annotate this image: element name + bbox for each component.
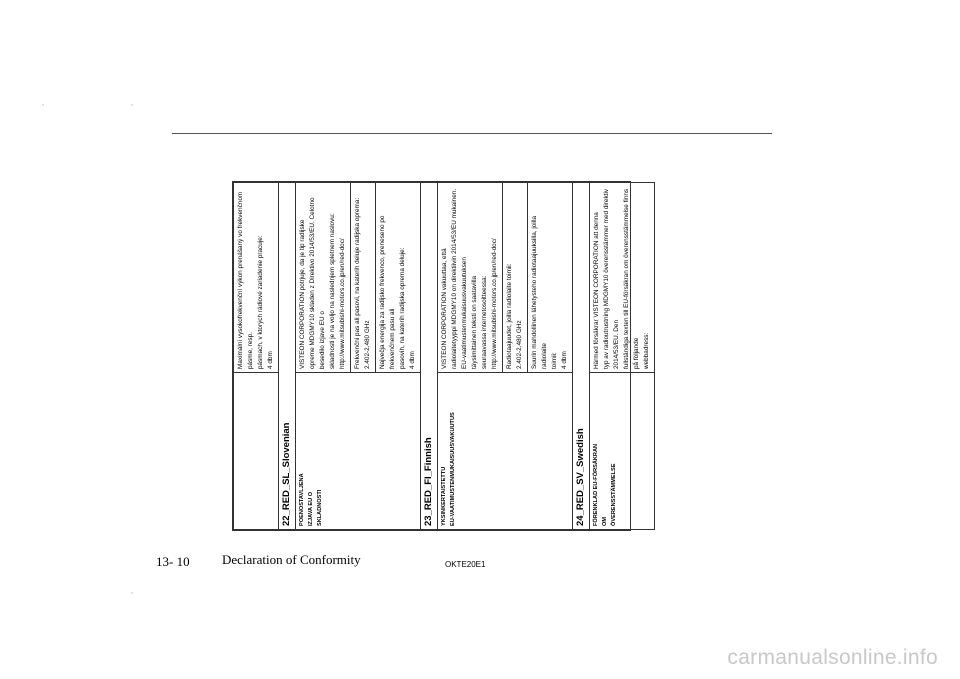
table-row bbox=[296, 183, 351, 530]
text-line: 4 dbm bbox=[267, 351, 274, 369]
table-row bbox=[438, 183, 503, 530]
section-heading-sl: 22_RED_SL_Slovenian bbox=[279, 183, 296, 530]
text-cell bbox=[351, 183, 376, 373]
document-code: OKTE20E1 bbox=[445, 560, 486, 569]
text-cell bbox=[528, 183, 573, 373]
table-row bbox=[279, 183, 296, 530]
label-cell-fi: YKSINKERTAISTETTU EU-VAATIMUSTENMUKAISUUSVAKUUTUS bbox=[438, 373, 573, 530]
section-heading-sv: 24_RED_SV_Swedish bbox=[573, 183, 590, 530]
text-line: fullständiga texten till EU-försäkran om överensstämmelse finns bbox=[623, 188, 630, 369]
text-line: webbadress: bbox=[643, 332, 650, 369]
cz-continued-cell bbox=[234, 183, 279, 373]
section-title: Declaration of Conformity bbox=[222, 552, 361, 567]
text-line: skladnosti je na voljo na naslednjem spletnem naslovu: bbox=[329, 213, 336, 369]
table-row bbox=[573, 183, 590, 530]
text-line: pasovih, na katerih radijska oprema deluje: bbox=[399, 247, 406, 369]
text-cell bbox=[376, 183, 421, 373]
text-line: Radiotaajuudet, joilla radiolaite toimii: bbox=[506, 263, 513, 369]
text-line: Maximální vysokofrekvenční výkon prenášaný vo frekvenčnom bbox=[237, 191, 244, 369]
text-line: pásmach, v ktorých rádiové zariadenie pracuje: bbox=[257, 235, 264, 369]
text-line: frekvenčnem pasu ali bbox=[389, 308, 396, 369]
conformity-table bbox=[232, 181, 650, 531]
text-line: 4 dbm bbox=[561, 351, 568, 369]
table-row bbox=[421, 183, 438, 530]
text-cell bbox=[296, 183, 351, 373]
text-line: pásme, resp. bbox=[247, 332, 254, 369]
text-line: Frekvenčni pas ali pasovi, na katerih deluje radijska oprema: bbox=[354, 197, 361, 369]
text-line: besedilo izjave EU o bbox=[319, 311, 326, 369]
text-line: VISTEON CORPORATION vakuuttaa, että bbox=[441, 248, 448, 369]
top-rule bbox=[172, 133, 772, 134]
watermark-logo: carmanualsonline.info bbox=[727, 646, 938, 669]
text-line: täysimittainen teksti on saatavilla bbox=[471, 275, 478, 369]
text-line: http://www.mitsubishi-motors.co.jp/en/red-doc/ bbox=[491, 238, 498, 369]
text-line: opreme MDGMY10 skladen z Direktivo 2014/53/EU. Celotno bbox=[309, 197, 316, 369]
text-line: EU-vaatimustenmukaisuusvakuutuksen bbox=[461, 257, 468, 369]
empty-cell bbox=[234, 373, 279, 530]
text-line: 2.402-2.480 GHz bbox=[516, 320, 523, 369]
scan-dot bbox=[131, 592, 133, 594]
text-cell bbox=[438, 183, 503, 373]
scan-dot bbox=[131, 104, 133, 106]
table-row bbox=[234, 183, 279, 530]
text-line: VISTEON CORPORATION potrjuje, da je tip radijske bbox=[299, 219, 306, 369]
text-cell bbox=[590, 183, 655, 373]
section-heading-fi: 23_RED_FI_Finnish bbox=[421, 183, 438, 530]
page-number: 13- 10 bbox=[156, 554, 190, 569]
text-line: Härmed försäkrar VISTEON CORPORATION att denna bbox=[593, 212, 600, 369]
table-row bbox=[590, 183, 655, 530]
text-cell bbox=[503, 183, 528, 373]
scan-dot bbox=[42, 104, 44, 106]
text-line: 2014/53/EU. Den bbox=[613, 319, 620, 369]
text-line: typ av radioutrustning MDGMY10 överensstämmer med direktiv bbox=[603, 188, 610, 369]
text-line: toimii: bbox=[551, 352, 558, 369]
text-line: http://www.mitsubishi-motors.co.jp/en/red-doc/ bbox=[339, 238, 346, 369]
text-line: 2.402-2.480 GHz bbox=[364, 320, 371, 369]
text-line: seuraavassa internetosoitteessa: bbox=[481, 275, 488, 369]
label-cell-sl: POENOSTAVLJENA IZJAVA EU O SKLADNOSTI bbox=[296, 373, 421, 530]
text-line: radiolaitetyyppi MDGMY10 on direktiivin 2014/53/EU mukainen. bbox=[451, 188, 458, 369]
text-line: radiolaite bbox=[541, 343, 548, 369]
text-line: Največja energija za radijsko frekvenco, preneseno po bbox=[379, 215, 386, 369]
label-cell-sv: FÖRENKLAD EU-FÖRSÄKRAN OM ÖVERENSSTÄMMELSE bbox=[590, 373, 655, 530]
text-line: 4 dbm bbox=[409, 351, 416, 369]
text-line: Suurin mahdollinen lähetysteho radiotaajuuksilla, joilla bbox=[531, 215, 538, 369]
text-line: på följande bbox=[633, 337, 640, 369]
